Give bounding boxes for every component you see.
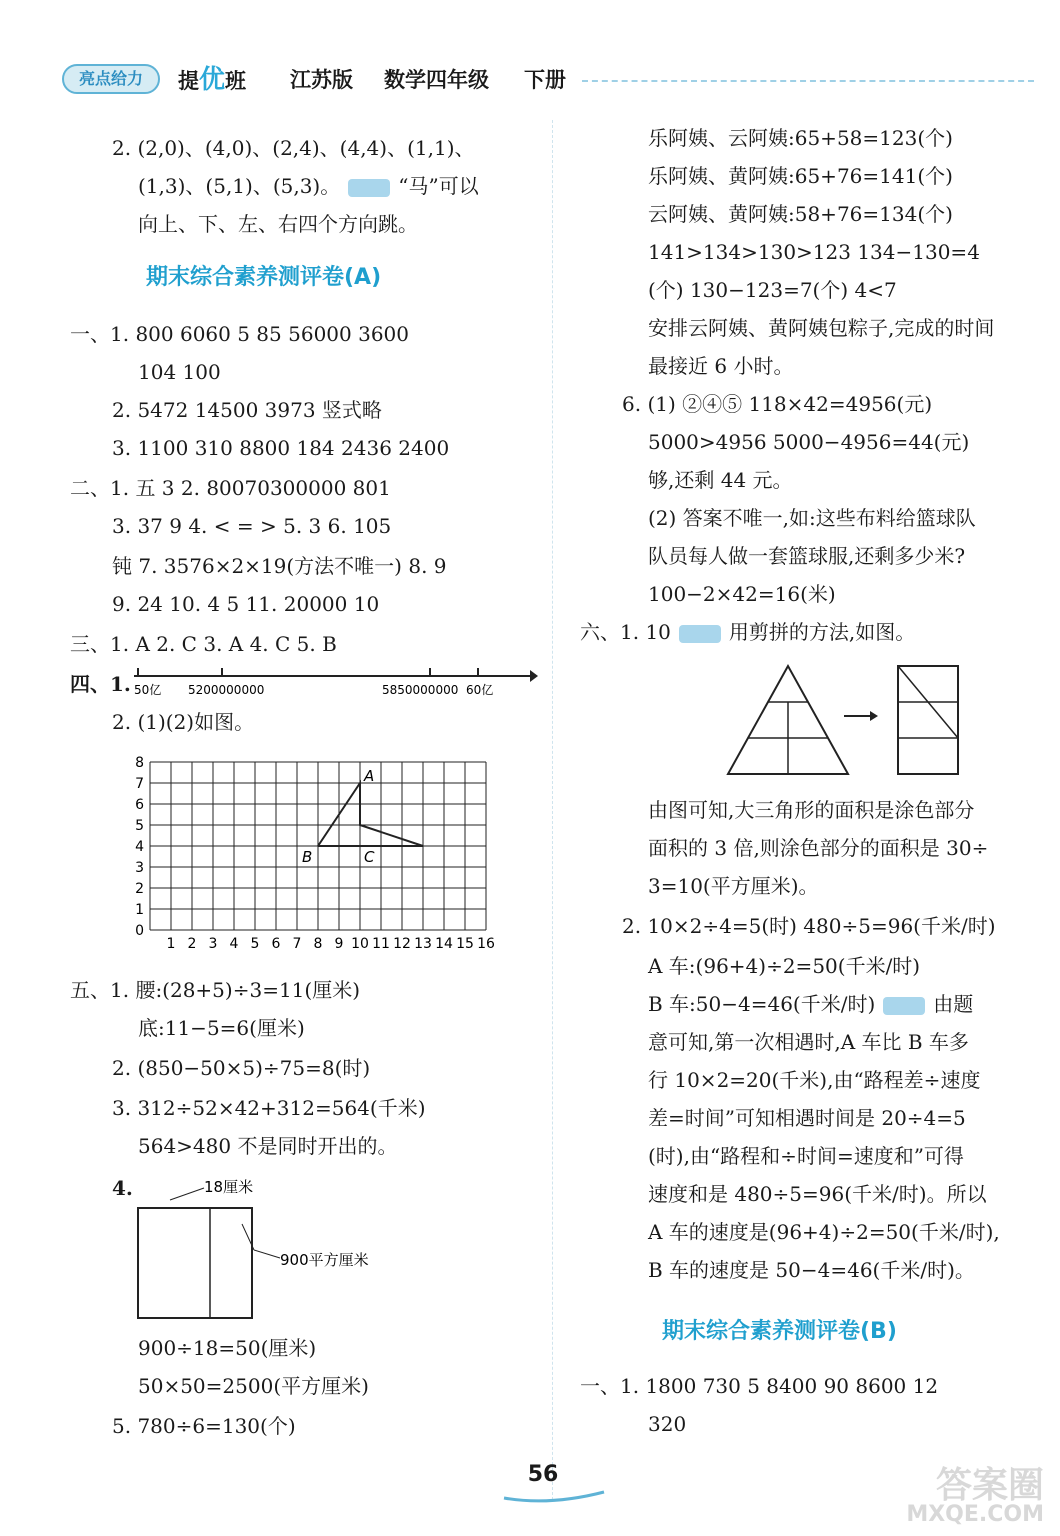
answer-line: (时),由“路程和÷时间=速度和”可得 xyxy=(648,1144,964,1168)
answer-line: 行 10×2=20(千米),由“路程差÷速度 xyxy=(648,1068,981,1092)
answer-line: 差=时间”可知相遇时间是 20÷4=5 xyxy=(648,1106,966,1130)
x-tick-label: 5 xyxy=(250,936,260,952)
subject-label: 数学四年级 xyxy=(384,68,489,92)
y-tick-label: 7 xyxy=(135,776,144,792)
answer-line: 安排云阿姨、黄阿姨包粽子,完成的时间 xyxy=(648,316,995,340)
answer-line: 够,还剩 44 元。 xyxy=(648,468,793,492)
answer-line: (1,3)、(5,1)、(5,3)。 “马”可以 xyxy=(138,174,479,198)
answer-line: 速度和是 480÷5=96(千米/时)。所以 xyxy=(648,1182,987,1206)
answer-line: 2. (2,0)、(4,0)、(2,4)、(4,4)、(1,1)、 xyxy=(112,136,475,160)
x-tick-label: 7 xyxy=(292,936,302,952)
answer-line: A 车的速度是(96+4)÷2=50(千米/时), xyxy=(648,1220,1000,1244)
answer-line: 2. (850−50×5)÷75=8(时) xyxy=(112,1056,371,1080)
y-tick-label: 3 xyxy=(135,860,144,876)
answer-line: 底:11−5=6(厘米) xyxy=(138,1016,305,1040)
answer-line: 320 xyxy=(648,1412,687,1436)
point-b-label: B xyxy=(302,848,313,866)
edition-label: 江苏版 xyxy=(290,68,353,92)
analysis-tag xyxy=(679,625,721,643)
answer-line: 104 100 xyxy=(138,360,221,384)
answer-line: 五、1. 腰:(28+5)÷3=11(厘米) xyxy=(70,978,361,1002)
volume-label: 下册 xyxy=(524,68,566,92)
answer-line: 钝 7. 3576×2×19(方法不唯一) 8. 9 xyxy=(112,554,447,578)
x-tick-label: 13 xyxy=(414,936,432,952)
x-tick-label: 11 xyxy=(372,936,390,952)
nl-label-left: 50亿 xyxy=(134,683,162,697)
answer-line: 3. 1100 310 8800 184 2436 2400 xyxy=(112,436,450,460)
column-divider xyxy=(552,120,553,1500)
answer-line: 意可知,第一次相遇时,A 车比 B 车多 xyxy=(648,1030,969,1054)
page-number: 56 xyxy=(527,1462,559,1487)
answer-line: 一、1. 800 6060 5 85 56000 3600 xyxy=(70,322,409,346)
answer-line: 3. 312÷52×42+312=564(千米) xyxy=(112,1096,426,1120)
answer-line: 5. 780÷6=130(个) xyxy=(112,1414,296,1438)
answer-line: 面积的 3 倍,则涂色部分的面积是 30÷ xyxy=(648,836,989,860)
y-tick-label: 1 xyxy=(135,902,144,918)
y-tick-label: 8 xyxy=(135,755,144,771)
answer-line: 一、1. 1800 730 5 8400 90 8600 12 xyxy=(580,1374,939,1398)
brand-badge: 亮点给力 xyxy=(62,64,160,94)
answer-line: 2. (1)(2)如图。 xyxy=(112,710,255,734)
x-tick-label: 15 xyxy=(456,936,474,952)
x-tick-label: 9 xyxy=(334,936,344,952)
answer-line: B 车:50−4=46(千米/时) 由题 xyxy=(648,992,974,1016)
header-rule xyxy=(582,80,1034,82)
answer-line: 3=10(平方厘米)。 xyxy=(648,874,819,898)
answer-line: 2. 10×2÷4=5(时) 480÷5=96(千米/时) xyxy=(622,914,996,938)
y-tick-label: 2 xyxy=(135,881,144,897)
answer-line: 2. 5472 14500 3973 竖式略 xyxy=(112,398,382,422)
y-tick-label: 4 xyxy=(135,839,144,855)
area-label: 900平方厘米 xyxy=(280,1251,369,1269)
x-tick-label: 6 xyxy=(271,936,281,952)
answer-line: A 车:(96+4)÷2=50(千米/时) xyxy=(648,954,921,978)
y-tick-label: 0 xyxy=(135,923,144,939)
rectangle-figure xyxy=(134,1170,414,1322)
answer-line: (个) 130−123=7(个) 4<7 xyxy=(648,278,897,302)
number-line xyxy=(130,664,540,700)
y-tick-label: 5 xyxy=(135,818,144,834)
x-tick-label: 4 xyxy=(229,936,239,952)
point-a-label: A xyxy=(364,767,375,785)
nl-label-a: 5200000000 xyxy=(188,683,265,697)
answer-line: 100−2×42=16(米) xyxy=(648,582,836,606)
nl-label-right: 60亿 xyxy=(466,683,494,697)
answer-line: 3. 37 9 4. < = > 5. 3 6. 105 xyxy=(112,514,392,538)
series-name: 提优班 xyxy=(178,65,247,95)
answer-line: 队员每人做一套篮球服,还剩多少米? xyxy=(648,544,966,568)
coordinate-grid xyxy=(128,754,508,956)
answer-line: 二、1. 五 3 2. 80070300000 801 xyxy=(70,476,391,500)
answer-line: (2) 答案不唯一,如:这些布料给篮球队 xyxy=(648,506,976,530)
answer-line: 141>134>130>123 134−130=4 xyxy=(648,240,980,264)
analysis-tag xyxy=(883,997,925,1015)
answer-line: 9. 24 10. 4 5 11. 20000 10 xyxy=(112,592,380,616)
answer-line: 云阿姨、黄阿姨:58+76=134(个) xyxy=(648,202,953,226)
point-c-label: C xyxy=(364,848,375,866)
nl-label-b: 5850000000 xyxy=(382,683,459,697)
section-title-b: 期末综合素养测评卷(B) xyxy=(662,1319,897,1344)
page-number-swoosh xyxy=(500,1488,610,1506)
answer-line: 乐阿姨、云阿姨:65+58=123(个) xyxy=(648,126,953,150)
answer-line: B 车的速度是 50−4=46(千米/时)。 xyxy=(648,1258,975,1282)
x-tick-label: 3 xyxy=(208,936,218,952)
answer-line: 50×50=2500(平方厘米) xyxy=(138,1374,369,1398)
answer-line: 最接近 6 小时。 xyxy=(648,354,794,378)
section-title-a: 期末综合素养测评卷(A) xyxy=(146,265,382,290)
x-tick-label: 16 xyxy=(477,936,495,952)
width-label: 18厘米 xyxy=(204,1178,254,1196)
answer-line: 六、1. 10 用剪拼的方法,如图。 xyxy=(580,620,916,644)
triangle-path xyxy=(318,783,423,846)
answer-line: 三、1. A 2. C 3. A 4. C 5. B xyxy=(70,632,337,656)
answer-line: 由图可知,大三角形的面积是涂色部分 xyxy=(648,798,975,822)
watermark: 答案圈 MXQE.COM xyxy=(906,1465,1044,1527)
answer-line: 四、1. xyxy=(70,672,131,696)
answer-line: 向上、下、左、右四个方向跳。 xyxy=(138,212,418,236)
y-tick-label: 6 xyxy=(135,797,144,813)
answer-line: 4. xyxy=(112,1176,133,1200)
answer-line: 5000>4956 5000−4956=44(元) xyxy=(648,430,970,454)
x-tick-label: 12 xyxy=(393,936,411,952)
triangle-figure xyxy=(720,660,970,780)
x-tick-label: 8 xyxy=(313,936,323,952)
x-tick-label: 2 xyxy=(187,936,197,952)
analysis-tag xyxy=(348,179,390,197)
x-tick-label: 10 xyxy=(351,936,369,952)
x-tick-label: 14 xyxy=(435,936,453,952)
answer-line: 乐阿姨、黄阿姨:65+76=141(个) xyxy=(648,164,953,188)
answer-line: 564>480 不是同时开出的。 xyxy=(138,1134,398,1158)
answer-line: 900÷18=50(厘米) xyxy=(138,1336,317,1360)
x-tick-label: 1 xyxy=(166,936,176,952)
answer-line: 6. (1) ②④⑤ 118×42=4956(元) xyxy=(622,392,933,416)
